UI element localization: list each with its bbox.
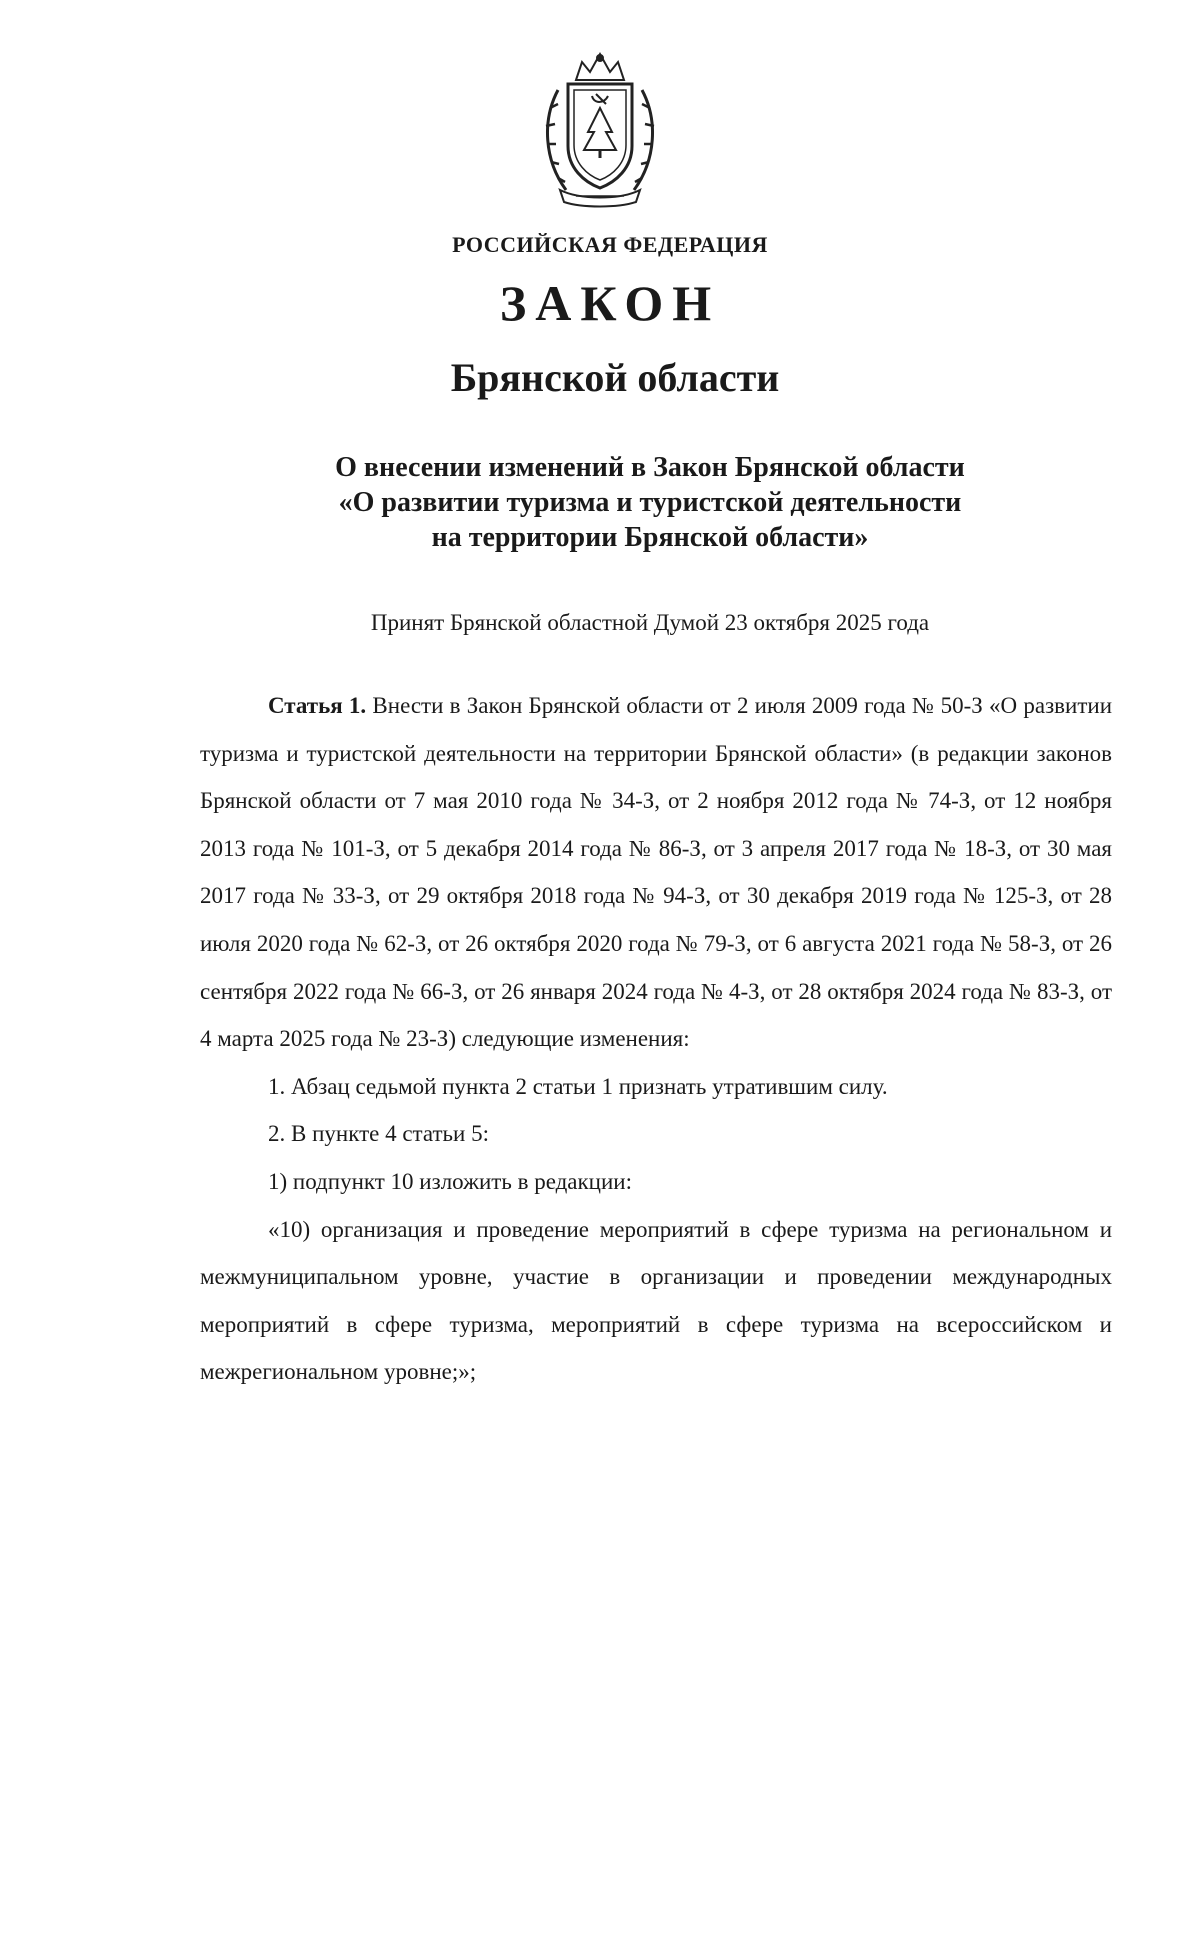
law-title	[0, 450, 1200, 555]
article-1-paragraph	[200, 682, 1112, 1063]
law-body	[200, 682, 1112, 1396]
law-title-line: «О развитии туризма и туристской деятельности	[338, 487, 962, 518]
subitem-1-paragraph: 1) подпункт 10 изложить в редакции:	[268, 1168, 633, 1194]
country-heading: РОССИЙСКАЯ ФЕДЕРАЦИЯ	[452, 232, 768, 257]
region-heading: Брянской области	[450, 355, 780, 400]
document-type-heading: ЗАКОН	[499, 275, 721, 331]
article-1-text: Внести в Закон Брянской области от 2 июля 2009 года № 50-З «О развитии туризма и туристской деятельности на территории Брянской области» (в редакции законов Брянской области от 7 мая 2010 года № 34-З, от 2 ноября 2012 года № 74-З, от 12 ноября 2013 года № 101-З, от 5 декабря 2014 года № 86-З, от 3 апреля 2017 года № 18-З, от 30 мая 2017 года № 33-З, от 29 октября 2018 года № 94-З, от 30 декабря 2019 года № 125-З, от 28 июля 2020 года № 62-З, от 26 октября 2020 года № 79-З, от 6 августа 2021 года № 58-З, от 26 сентября 2022 года № 66-З, от 26 января 2024 года № 4-З, от 28 октября 2024 года № 83-З, от 4 марта 2025 года № 23-З) следующие изменения:	[200, 693, 1112, 1052]
coat-of-arms-icon	[536, 50, 664, 208]
adoption-note: Принят Брянской областной Думой 23 октября 2025 года	[370, 610, 930, 635]
subitem-10-text-paragraph: «10) организация и проведение мероприятий в сфере туризма на региональном и межмуниципальном уровне, участие в организации и проведении международных мероприятий в сфере туризма, мероприятий в сфере туризма на всероссийском и межрегиональном уровне;»;	[200, 1216, 1112, 1385]
item-2-paragraph: 2. В пункте 4 статьи 5:	[268, 1121, 489, 1147]
law-title-line: О внесении изменений в Закон Брянской области	[335, 452, 965, 483]
law-title-line: на территории Брянской области»	[431, 522, 869, 553]
article-label: Статья 1.	[268, 693, 367, 718]
item-1-paragraph: 1. Абзац седьмой пункта 2 статьи 1 признать утратившим силу.	[268, 1073, 888, 1099]
